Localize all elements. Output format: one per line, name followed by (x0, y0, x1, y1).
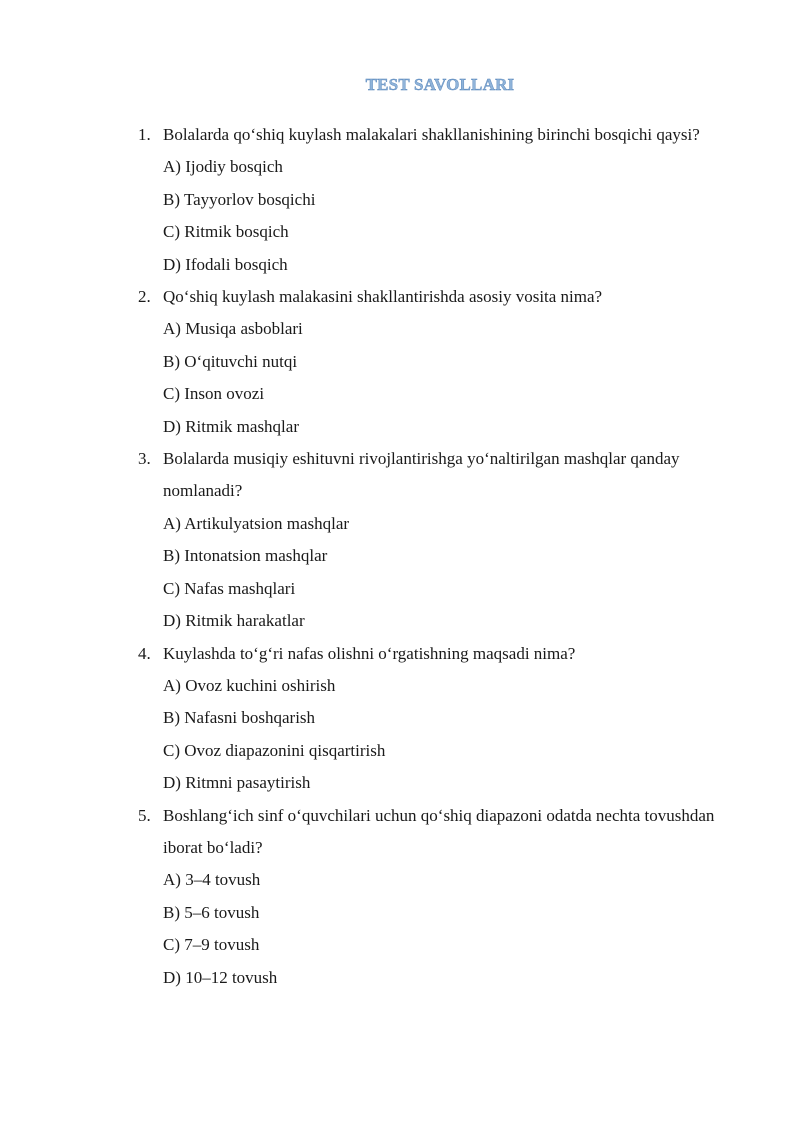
document-title: TEST SAVOLLARI (365, 75, 515, 94)
answer-option: D) Ritmik mashqlar (163, 416, 299, 436)
question-number: 4. (138, 643, 151, 663)
answer-option: B) 5–6 tovush (163, 902, 260, 922)
question-number: 1. (138, 125, 151, 144)
question-number: 5. (138, 805, 151, 825)
answer-option: D) Ritmik harakatlar (163, 611, 305, 631)
answer-option: A) Musiqa asboblari (163, 319, 303, 339)
answer-option: A) Ijodiy bosqich (163, 157, 283, 177)
question-number: 3. (138, 449, 151, 469)
question-item (0, 119, 800, 281)
answer-option: A) Artikulyatsion mashqlar (163, 513, 350, 533)
answer-option: D) Ritmni pasaytirish (163, 773, 311, 793)
answer-option: B) Nafasni boshqarish (163, 708, 316, 728)
answer-option: A) Ovoz kuchini oshirish (163, 675, 336, 695)
answer-option: C) Inson ovozi (163, 384, 265, 404)
question-item (0, 281, 800, 443)
question-item (0, 638, 800, 800)
answer-option: C) Ritmik bosqich (163, 222, 289, 242)
question-text: Boshlang‘ich sinf o‘quvchilari uchun qo‘shiq diapazoni odatda nechta tovushdan iborat bo‘ladi? (163, 805, 715, 857)
question-text: Kuylashda to‘g‘ri nafas olishni o‘rgatishning maqsadi nima? (163, 643, 576, 663)
question-text: Qo‘shiq kuylash malakasini shakllantirishda asosiy vosita nima? (163, 287, 603, 307)
question-text: Bolalarda musiqiy eshituvni rivojlantirishga yo‘naltirilgan mashqlar qanday nomlanadi? (163, 449, 680, 501)
question-number: 2. (138, 287, 151, 307)
question-item (0, 443, 800, 637)
question-list (0, 119, 800, 994)
question-item (0, 800, 800, 994)
answer-option: B) Tayyorlov bosqichi (163, 189, 316, 209)
answer-option: D) Ifodali bosqich (163, 254, 288, 274)
question-text: Bolalarda qo‘shiq kuylash malakalari shakllanishining birinchi bosqichi qaysi? (163, 125, 700, 144)
answer-option: C) Ovoz diapazonini qisqartirish (163, 740, 386, 760)
answer-option: C) Nafas mashqlari (163, 578, 296, 598)
answer-option: C) 7–9 tovush (163, 935, 260, 955)
answer-option: A) 3–4 tovush (163, 870, 261, 890)
answer-option: B) O‘qituvchi nutqi (163, 351, 298, 371)
answer-option: B) Intonatsion mashqlar (163, 546, 328, 566)
answer-option: D) 10–12 tovush (163, 967, 278, 987)
